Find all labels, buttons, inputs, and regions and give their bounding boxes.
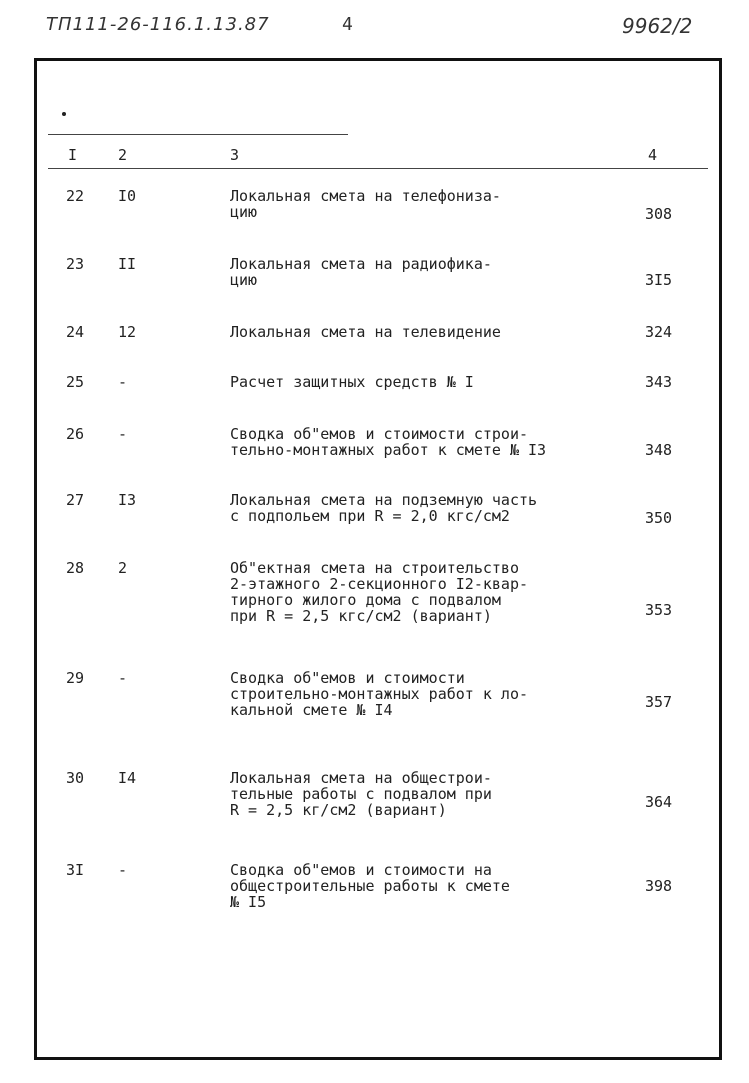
row-number: 22 — [66, 187, 85, 205]
document-id: 9962/2 — [622, 14, 693, 38]
row-subnumber: I3 — [118, 491, 137, 509]
row-subnumber: I4 — [118, 769, 137, 787]
row-title: Расчет защитных средств № I — [230, 373, 474, 391]
row-page: 348 — [645, 441, 673, 459]
row-title: Сводка об"емов и стоимости строи- тельно-монтажных работ к смете № I3 — [230, 425, 547, 459]
row-page: 3I5 — [645, 271, 673, 289]
row-number: 25 — [66, 373, 85, 391]
row-page: 350 — [645, 509, 673, 527]
row-page: 364 — [645, 793, 673, 811]
column-header-2: 2 — [118, 146, 128, 164]
row-page: 398 — [645, 877, 673, 895]
row-number: 30 — [66, 769, 85, 787]
column-header-3: 3 — [230, 146, 240, 164]
row-subnumber: I0 — [118, 187, 137, 205]
row-page: 324 — [645, 323, 673, 341]
row-number: 24 — [66, 323, 85, 341]
row-title: Об"ектная смета на строительство 2-этажного 2-секционного I2-квар- тирного жилого дома с подвалом при R = 2,5 кгс/см2 (вариант) — [230, 559, 529, 625]
row-number: 28 — [66, 559, 85, 577]
row-title: Локальная смета на телефониза- цию — [230, 187, 501, 221]
page-number: 4 — [342, 14, 353, 35]
header-rule-top — [48, 134, 348, 135]
row-number: 29 — [66, 669, 85, 687]
row-title: Локальная смета на радиофика- цию — [230, 255, 492, 289]
row-subnumber: - — [118, 669, 128, 687]
mark-dot — [62, 112, 66, 116]
row-title: Локальная смета на общестрои- тельные работы с подвалом при R = 2,5 кг/см2 (вариант) — [230, 769, 492, 819]
row-page: 343 — [645, 373, 673, 391]
row-title: Сводка об"емов и стоимости на общестроительные работы к смете № I5 — [230, 861, 510, 911]
row-title: Локальная смета на подземную часть с подпольем при R = 2,0 кгс/см2 — [230, 491, 538, 525]
row-number: 23 — [66, 255, 85, 273]
row-subnumber: - — [118, 373, 128, 391]
row-number: 26 — [66, 425, 85, 443]
row-subnumber: 2 — [118, 559, 128, 577]
row-number: 3I — [66, 861, 85, 879]
row-subnumber: - — [118, 425, 128, 443]
row-number: 27 — [66, 491, 85, 509]
header-rule-bottom — [48, 168, 708, 169]
row-subnumber: - — [118, 861, 128, 879]
row-title: Сводка об"емов и стоимости строительно-монтажных работ к ло- кальной смете № I4 — [230, 669, 529, 719]
row-subnumber: 12 — [118, 323, 137, 341]
document-code: ТП111-26-116.1.13.87 — [46, 14, 270, 35]
row-subnumber: II — [118, 255, 137, 273]
row-page: 308 — [645, 205, 673, 223]
column-header-4: 4 — [648, 146, 658, 164]
row-page: 353 — [645, 601, 673, 619]
row-title: Локальная смета на телевидение — [230, 323, 501, 341]
column-header-1: I — [68, 146, 78, 164]
row-page: 357 — [645, 693, 673, 711]
